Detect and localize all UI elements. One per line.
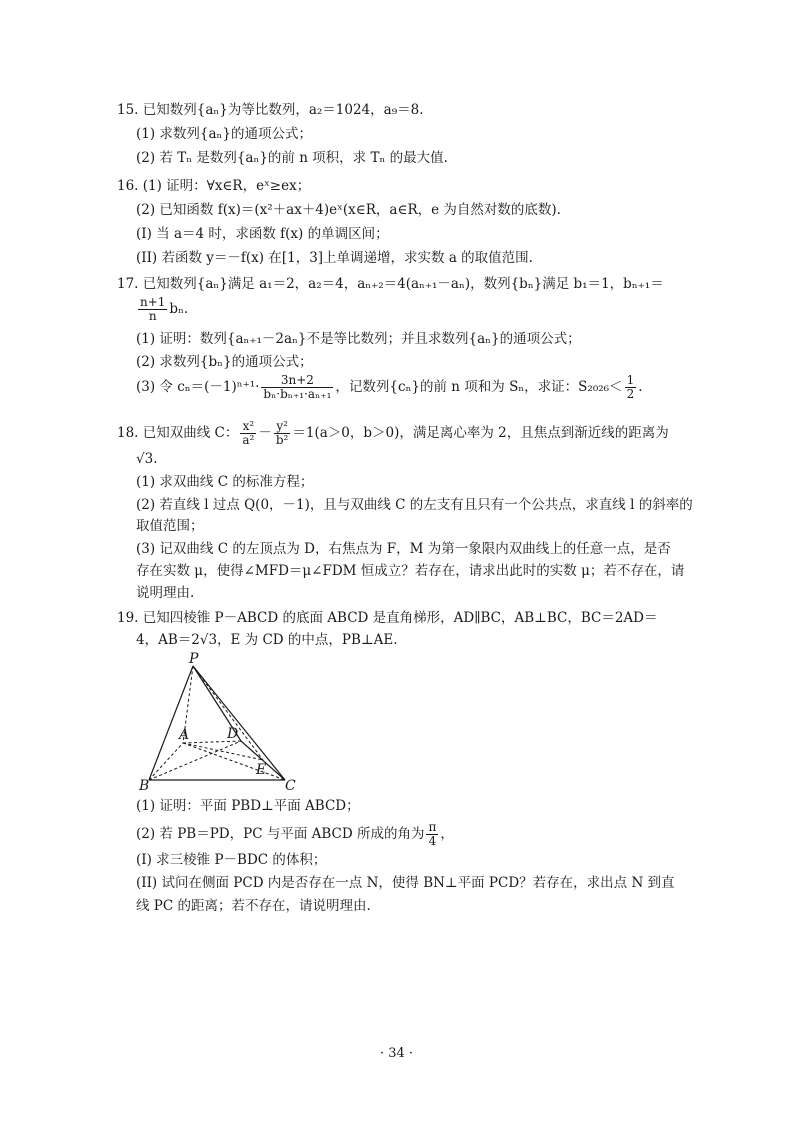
p17-q3-half: $\frac{1}{2}$ [626, 373, 635, 401]
p18-stem: 18. 已知双曲线 C： $\frac{\text{x²}}{\text{a²}}$ － $\frac{\text{y²}}{\text{b²}}$ ＝1(a＞0，b＞0)，满足离心率为 2，且焦点到渐近线的距离为 [117, 419, 669, 447]
edge-pb [149, 666, 193, 780]
p18-q2-line2: 取值范围； [136, 518, 204, 534]
p16-q2: (2) 已知函数 f(x)＝(x²＋ax＋4)eˣ(x∈R，a∈R，e 为自然对数的底数). [136, 202, 561, 218]
p19-q2ii-line1: (II) 试问在侧面 PCD 内是否存在一点 N，使得 BN⊥平面 PCD？若存在，求出点 N 到直 [136, 875, 675, 891]
p18-q3-line1: (3) 记双曲线 C 的左顶点为 D，右焦点为 F，M 为第一象限内双曲线上的任意一点，是否 [136, 541, 671, 557]
label-b: B [139, 778, 150, 792]
label-c: C [285, 778, 296, 792]
p18-x-fraction: $\frac{\text{x²}}{\text{a²}}$ [242, 419, 255, 447]
p19-q2i: (I) 求三棱锥 P－BDC 的体积； [136, 852, 327, 868]
p15-q2: (2) 若 Tₙ 是数列{aₙ}的前 n 项积，求 Tₙ 的最大值. [136, 150, 448, 166]
page-number: · 34 · [379, 1046, 414, 1061]
seg-pe-hidden [193, 666, 263, 760]
p18-q2-line1: (2) 若直线 l 过点 Q(0，－1)，且与双曲线 C 的左支有且只有一个公共点，求直线 l 的斜率的 [136, 497, 693, 513]
p15-stem: 15. 已知数列{aₙ}为等比数列，a₂＝1024，a₉＝8. [117, 102, 424, 118]
p17-q2: (2) 求数列{bₙ}的通项公式； [136, 354, 313, 370]
edge-pc [193, 666, 285, 780]
p18-y-fraction: $\frac{\text{y²}}{\text{b²}}$ [275, 419, 289, 447]
p19-q2ii-line2: 线 PC 的距离；若不存在，请说明理由. [136, 898, 371, 914]
p17-stem-fraction: $\frac{n+1}{n}$ [140, 295, 166, 323]
p17-q1: (1) 证明：数列{aₙ₊₁－2aₙ}不是等比数列；并且求数列{aₙ}的通项公式； [136, 331, 581, 347]
p15-q1: (1) 求数列{aₙ}的通项公式； [136, 126, 312, 142]
p19-q2: (2) 若 PB＝PD，PC 与平面 ABCD 所成的角为 $\frac{\pi}{4}$ ， [136, 820, 454, 848]
p19-angle-fraction: $\frac{\pi}{4}$ [428, 820, 437, 848]
p18-stem-line2: √3. [136, 451, 158, 467]
p17-q3-fraction: $\frac{3n+2}{\text{bₙ·bₙ₊₁·aₙ₊₁}}$ [263, 373, 332, 401]
p19-stem-line1: 19. 已知四棱锥 P－ABCD 的底面 ABCD 是直角梯形，AD∥BC，AB⊥BC，BC＝2AD＝ [117, 610, 658, 626]
p18-q1: (1) 求双曲线 C 的标准方程； [136, 474, 314, 490]
p16-q2ii: (II) 若函数 y＝－f(x) 在[1，3]上单调递增，求实数 a 的取值范围. [136, 250, 533, 266]
p19-q1: (1) 证明：平面 PBD⊥平面 ABCD； [136, 798, 360, 814]
label-e: E [256, 762, 267, 778]
seg-ae-hidden [183, 743, 263, 760]
p19-stem-line2: 4，AB＝2√3，E 为 CD 的中点，PB⊥AE. [136, 632, 398, 648]
p17-stem-line1: 17. 已知数列{aₙ}满足 a₁＝2，a₂＝4，aₙ₊₂＝4(aₙ₊₁－aₙ)，数列{bₙ}满足 b₁＝1，bₙ₊₁＝ [117, 276, 664, 292]
label-d: D [227, 726, 239, 742]
p17-q3: (3) 令 cₙ＝(－1)ⁿ⁺¹· $\frac{3n+2}{\text{bₙ·bₙ₊₁·aₙ₊₁}}$ ，记数列{cₙ}的前 n 项和为 Sₙ，求证：S₂₀₂₆＜ $\frac{1}{2}$ . [136, 373, 643, 401]
p18-q3-line2: 存在实数 μ，使得∠MFD＝μ∠FDM 恒成立？若存在，请求出此时的实数 μ；若不存在，请 [136, 563, 685, 579]
p18-q3-line3: 说明理由. [136, 585, 195, 601]
label-a: A [179, 727, 190, 743]
p16-stem: 16. (1) 证明：∀x∈R，eˣ≥ex； [117, 178, 311, 194]
p16-q2i: (I) 当 a＝4 时，求函数 f(x) 的单调区间； [136, 226, 389, 242]
p17-stem-line2: $\frac{n+1}{n}$ bₙ. [140, 295, 189, 323]
pyramid-figure [135, 650, 305, 792]
edge-ba-hidden [149, 743, 183, 780]
label-p: P [189, 651, 199, 667]
